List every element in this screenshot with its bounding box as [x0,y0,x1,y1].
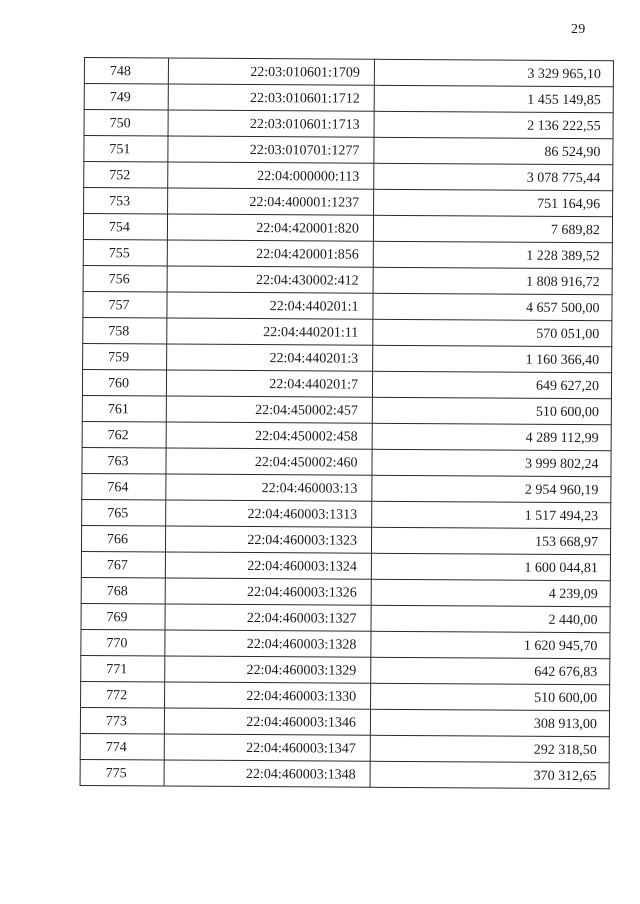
cadastral-value-cell: 153 668,97 [371,527,610,555]
table-row [81,629,610,658]
cadastral-number-cell: 22:04:460003:1327 [165,604,371,631]
table-row [81,656,610,685]
cadastral-value-cell: 4 657 500,00 [373,293,612,320]
table-row [81,577,610,606]
cadastral-number-cell: 22:03:010601:1712 [168,84,374,111]
row-number-cell: 749 [84,84,168,110]
cadastral-value-cell: 570 051,00 [373,319,612,347]
row-number-cell: 769 [81,604,165,630]
cadastral-value-cell: 2 440,00 [371,605,610,632]
cadastral-number-cell: 22:04:420001:856 [167,240,373,267]
row-number-cell: 756 [83,265,167,292]
table-row [80,707,609,736]
row-number-cell: 767 [81,552,165,578]
row-number-cell: 757 [83,292,167,318]
cadastral-value-cell: 1 455 149,85 [374,85,613,112]
row-number-cell: 752 [84,161,168,188]
row-number-cell: 771 [81,656,165,682]
cadastral-value-cell: 642 676,83 [371,657,610,684]
table-row [82,473,611,502]
table-row [84,136,613,165]
cadastral-number-cell: 22:04:000000:113 [168,162,374,189]
cadastral-value-cell: 510 600,00 [372,397,611,424]
row-number-cell: 763 [82,448,166,474]
cadastral-number-cell: 22:03:010601:1713 [168,110,374,137]
table-row [83,317,612,346]
row-number-cell: 755 [83,240,167,266]
table-row [81,552,610,581]
cadastral-number-cell: 22:03:010601:1709 [168,58,374,85]
row-number-cell: 762 [82,421,166,448]
table-row [81,681,610,710]
cadastral-number-cell: 22:04:460003:1348 [164,760,370,787]
cadastral-number-cell: 22:04:460003:1323 [165,526,371,553]
cadastral-value-cell: 1 620 945,70 [371,631,610,659]
cadastral-value-cell: 3 329 965,10 [374,59,613,87]
cadastral-value-cell: 1 600 044,81 [371,553,610,580]
table-row [83,265,612,294]
cadastral-number-cell: 22:04:460003:1326 [165,578,371,605]
table-row [83,240,612,269]
row-number-cell: 768 [81,577,165,604]
cadastral-value-cell: 292 318,50 [370,735,609,763]
cadastral-value-cell: 510 600,00 [371,683,610,711]
row-number-cell: 765 [82,500,166,526]
page-number: 29 [571,22,586,37]
cadastral-number-cell: 22:04:440201:7 [166,370,372,397]
cadastral-number-cell: 22:04:450002:460 [166,448,372,475]
cadastral-number-cell: 22:04:450002:457 [166,396,372,423]
cadastral-number-cell: 22:04:460003:1330 [165,682,371,709]
cadastral-value-cell: 86 524,90 [374,137,613,164]
table-row [82,500,611,529]
cadastral-value-cell: 1 517 494,23 [372,501,611,528]
cadastral-number-cell: 22:04:440201:1 [167,292,373,319]
row-number-cell: 761 [82,396,166,422]
cadastral-value-table [80,57,614,789]
cadastral-number-cell: 22:04:430002:412 [167,266,373,293]
table-row [80,759,609,788]
row-number-cell: 758 [83,317,167,344]
cadastral-value-cell: 1 808 916,72 [373,267,612,295]
table-row [82,448,611,477]
row-number-cell: 751 [84,136,168,162]
table-row [82,396,611,425]
table-row [81,525,610,554]
cadastral-number-cell: 22:04:460003:1329 [165,656,371,683]
cadastral-number-cell: 22:04:440201:3 [167,344,373,371]
cadastral-value-cell: 4 289 112,99 [372,423,611,451]
cadastral-number-cell: 22:04:460003:1346 [164,708,370,735]
row-number-cell: 772 [81,681,165,708]
table-row [81,604,610,633]
table-row [83,213,612,242]
row-number-cell: 760 [82,369,166,396]
cadastral-number-cell: 22:04:450002:458 [166,422,372,449]
table-row [83,292,612,321]
cadastral-value-cell: 1 228 389,52 [373,241,612,268]
cadastral-value-cell: 4 239,09 [371,579,610,607]
cadastral-value-cell: 370 312,65 [370,761,609,788]
table-row [82,421,611,450]
row-number-cell: 766 [81,525,165,552]
cadastral-value-cell: 3 078 775,44 [374,163,613,191]
cadastral-value-cell: 3 999 802,24 [372,449,611,476]
row-number-cell: 754 [83,213,167,240]
cadastral-value-cell: 2 954 960,19 [372,475,611,503]
cadastral-number-cell: 22:04:400001:1237 [168,188,374,215]
table-row [82,369,611,398]
cadastral-value-cell: 1 160 366,40 [373,345,612,372]
row-number-cell: 759 [83,344,167,370]
cadastral-number-cell: 22:04:420001:820 [167,214,373,241]
cadastral-number-cell: 22:04:440201:11 [167,318,373,345]
table-row [84,188,613,217]
row-number-cell: 775 [80,759,164,785]
row-number-cell: 774 [80,733,164,760]
row-number-cell: 773 [80,707,164,733]
row-number-cell: 770 [81,629,165,656]
table-row [80,733,609,762]
cadastral-value-cell: 2 136 222,55 [374,111,613,139]
table-row [83,344,612,373]
row-number-cell: 750 [84,109,168,136]
row-number-cell: 748 [84,58,168,85]
cadastral-number-cell: 22:03:010701:1277 [168,136,374,163]
cadastral-value-cell: 7 689,82 [373,215,612,243]
row-number-cell: 764 [82,473,166,500]
cadastral-number-cell: 22:04:460003:1347 [164,734,370,761]
table-row [84,84,613,113]
cadastral-value-cell: 751 164,96 [374,189,613,216]
table-body [80,58,613,789]
cadastral-number-cell: 22:04:460003:1324 [165,552,371,579]
table-row [84,109,613,138]
row-number-cell: 753 [84,188,168,214]
cadastral-number-cell: 22:04:460003:1313 [166,500,372,527]
cadastral-value-cell: 308 913,00 [370,709,609,736]
table-row [84,161,613,190]
cadastral-number-cell: 22:04:460003:1328 [165,630,371,657]
cadastral-number-cell: 22:04:460003:13 [166,474,372,501]
cadastral-value-cell: 649 627,20 [372,371,611,399]
table-row [84,58,613,87]
